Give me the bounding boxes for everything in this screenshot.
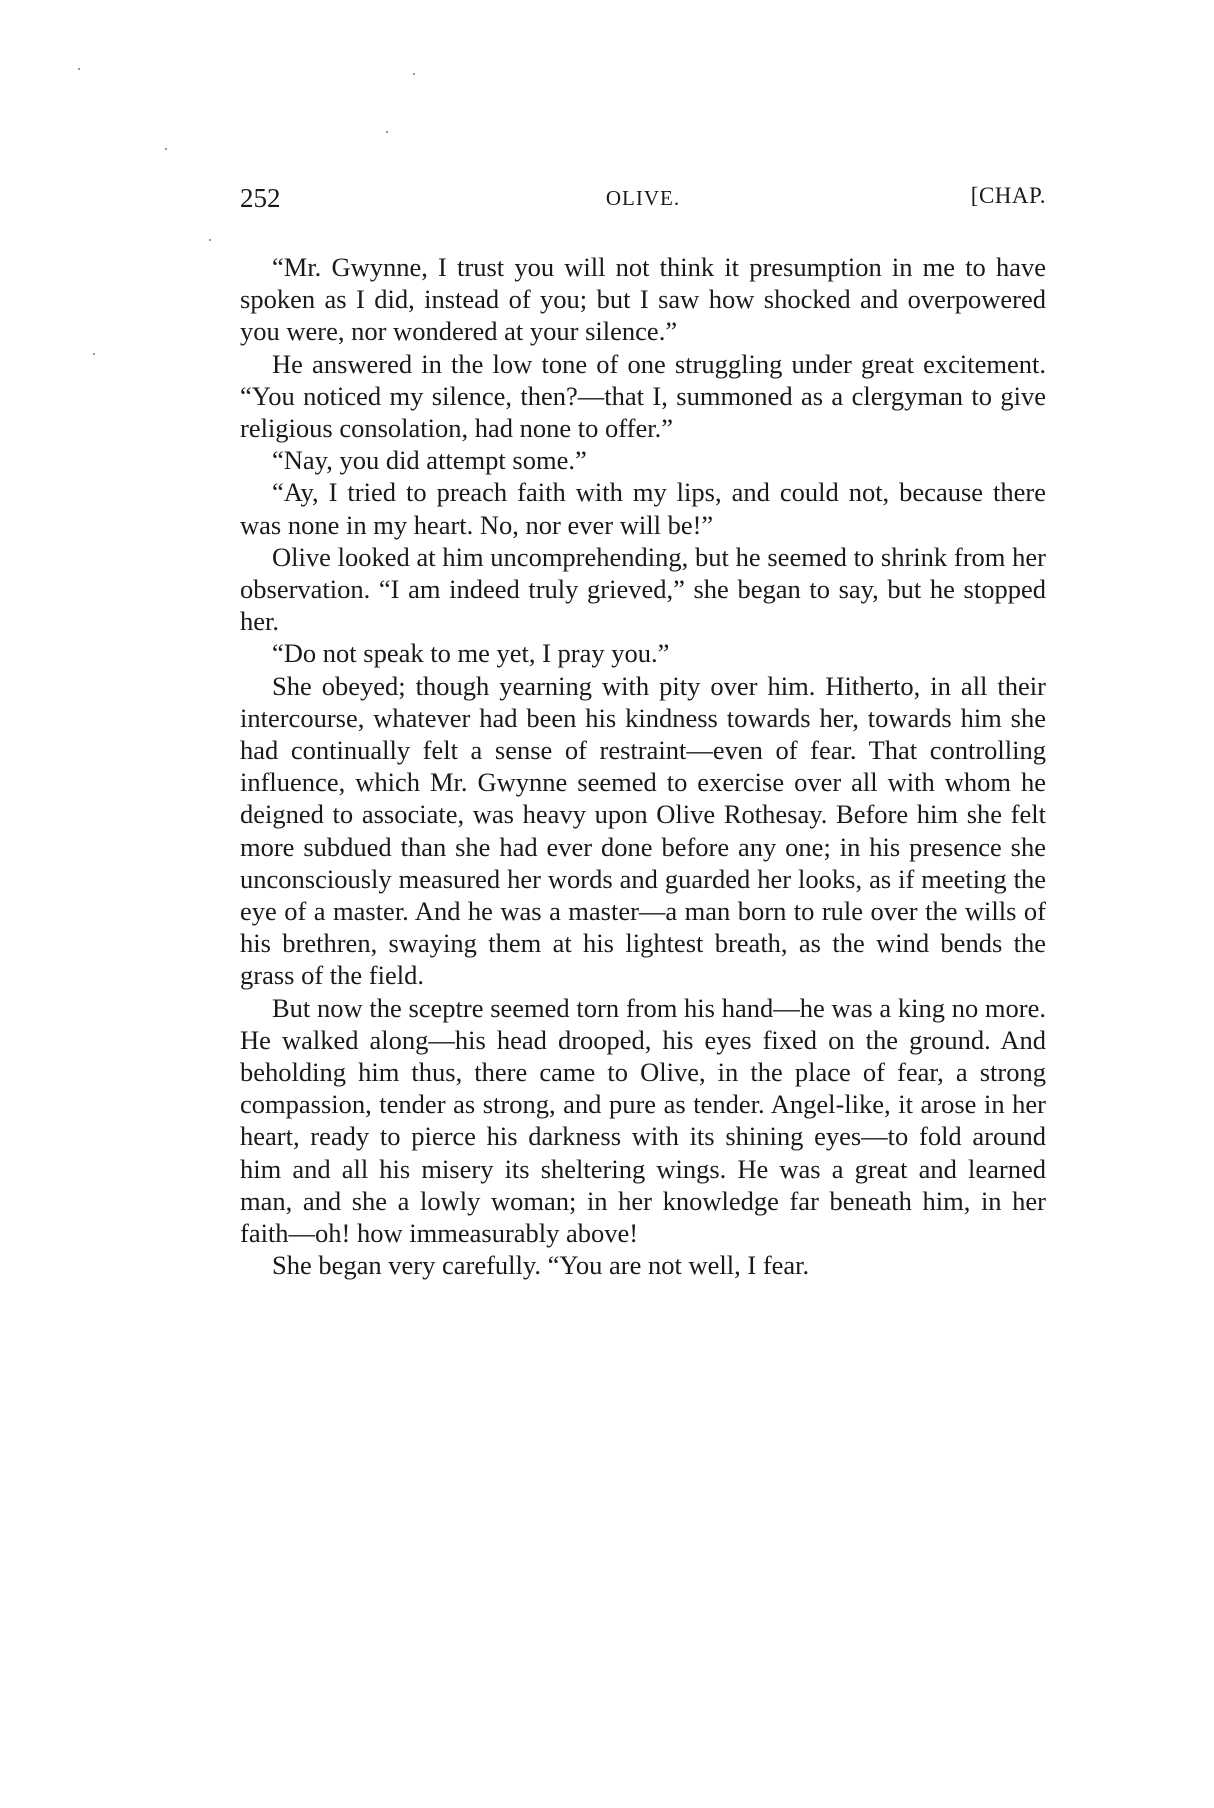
paragraph: He answered in the low tone of one struggling under great excitement. “You noticed my silence, then?—that I, summoned as a clergyman to give religious consolation, had none to offer.” — [240, 348, 1046, 444]
paragraph: “Mr. Gwynne, I trust you will not think it presumption in me to have spoken as I did, instead of you; but I saw how shocked and overpowered you were, nor wondered at your silence.” — [240, 252, 1046, 347]
paragraph: She began very carefully. “You are not well, I fear. — [272, 1250, 810, 1281]
paragraph: “Nay, you did attempt some.” — [272, 445, 587, 476]
paragraph: “Do not speak to me yet, I pray you.” — [272, 638, 670, 669]
paragraph: She obeyed; though yearning with pity over him. Hitherto, in all their intercourse, whatever had been his kindness towards her, towards him she had continually felt a sense of restraint—even of fear. That controlling influence, which Mr. Gwynne seemed to exercise over all with whom he deigned to associate, was heavy upon Olive Rothesay. Before him she felt more subdued than she had ever done before any one; in his presence she unconsciously measured her words and guarded her looks, as if meeting the eye of a master. And he was a master—a man born to rule over the wills of his brethren, swaying them at his lightest breath, as the wind bends the grass of the field. — [240, 670, 1046, 991]
paper-speck — [386, 131, 388, 133]
page-number: 252 — [240, 183, 281, 213]
body-text — [240, 251, 1046, 1282]
paragraph: “Ay, I tried to preach faith with my lips, and could not, because there was none in my heart. No, nor ever will be!” — [240, 477, 1046, 540]
paper-speck — [209, 239, 211, 241]
paper-speck — [165, 148, 167, 150]
paper-speck — [78, 68, 80, 70]
paper-speck — [413, 73, 415, 75]
page-header — [240, 183, 1046, 223]
running-title: OLIVE. — [605, 186, 681, 210]
chapter-mark: [CHAP. — [970, 183, 1046, 208]
paper-speck — [93, 353, 95, 355]
paragraph: Olive looked at him uncomprehending, but he seemed to shrink from her observation. “I am indeed truly grieved,” she began to say, but he stopped her. — [240, 541, 1046, 637]
paragraph: But now the sceptre seemed torn from his hand—he was a king no more. He walked along—his head drooped, his eyes fixed on the ground. And beholding him thus, there came to Olive, in the place of fear, a strong compassion, tender as strong, and pure as tender. Angel-like, it arose in her heart, ready to pierce his darkness with its shining eyes—to fold around him and all his misery its sheltering wings. He was a great and learned man, and she a lowly woman; in her knowledge far beneath him, in her faith—oh! how immeasurably above! — [240, 992, 1046, 1249]
